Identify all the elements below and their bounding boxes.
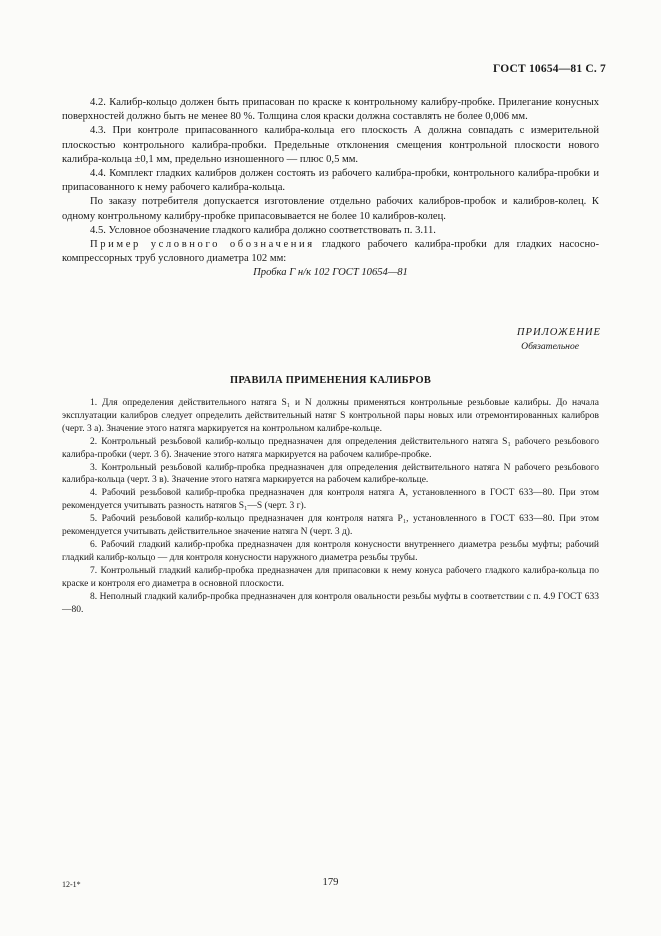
- rule-item: 5. Рабочий резьбовой калибр-кольцо предназначен для контроля натяга P₁, установленного в ГОСТ 633—80. При этом рекомендуется учитывать действительное значение натяга N (черт. 3 д).: [62, 514, 599, 538]
- example-text: гладкого рабочего калибра-пробки для гладких насосно-компрессорных труб условного диаметра 102 мм:: [62, 239, 599, 265]
- page-number: 179: [322, 877, 339, 888]
- appendix-label: ПРИЛОЖЕНИЕ: [516, 327, 601, 338]
- appendix-title: ПРАВИЛА ПРИМЕНЕНИЯ КАЛИБРОВ: [229, 375, 432, 386]
- paragraph-customer-order: По заказу потребителя допускается изготовление отдельно рабочих калибров-пробок и калибров-колец. К одному контрольному калибру-пробке припасовывается не более 10 калибров-колец.: [62, 196, 599, 222]
- rule-item: 8. Неполный гладкий калибр-пробка предназначен для контроля овальности резьбы муфты в соответствии с п. 4.9 ГОСТ 633—80.: [62, 591, 599, 615]
- rule-item: 4. Рабочий резьбовой калибр-пробка предназначен для контроля натяга A, установленного в ГОСТ 633—80. При этом рекомендуется учитывать разность натягов S₁—S (черт. 3 г).: [62, 488, 599, 512]
- paragraph-4-2: 4.2. Калибр-кольцо должен быть припасован по краске к контрольному калибру-пробке. Прилегание конусных поверхностей должно быть не менее 80 %. Толщина слоя краски должна составлять не более 0,006 мм.: [62, 97, 599, 123]
- example-label: Пример условного обозначения: [90, 239, 315, 251]
- appendix-note: Обязательное: [521, 341, 579, 352]
- paragraph-4-4: 4.4. Комплект гладких калибров должен состоять из рабочего калибра-пробки, контрольного калибра-пробки и припасованного к нему рабочего калибра-кольца.: [62, 168, 599, 194]
- print-code: 12-1*: [62, 880, 81, 889]
- rule-item: 2. Контрольный резьбовой калибр-кольцо предназначен для определения действительного натяга S₁ рабочего резьбового калибра-пробки (черт. 3 б). Значение этого натяга маркируется на рабочем калибре-пробке.: [62, 436, 599, 460]
- paragraph-4-3: 4.3. При контроле припасованного калибра-кольца его плоскость А должна совпадать с измерительной плоскостью контрольного калибра-пробки. Предельные отклонения смещения контрольной плоскости нового калибра-кольца ±0,1 мм, предельно изношенного — плюс 0,5 мм.: [62, 125, 599, 165]
- paragraph-4-5: 4.5. Условное обозначение гладкого калибра должно соответствовать п. 3.11.: [90, 224, 436, 236]
- requirements-section: [62, 96, 599, 281]
- example-formula: Пробка Г н/к 102 ГОСТ 10654—81: [253, 267, 408, 279]
- rule-item: 7. Контрольный гладкий калибр-пробка предназначен для припасовки к нему конуса рабочего гладкого калибра-кольца по краске и контроля его диаметра в основной плоскости.: [62, 565, 599, 589]
- rule-item: 3. Контрольный резьбовой калибр-пробка предназначен для определения действительного натяга N рабочего резьбового калибра-кольца (черт. 3 в). Значение этого натяга маркируется на рабочем калибре-кольце.: [62, 462, 599, 486]
- rules-section: [62, 397, 599, 616]
- rule-item: 1. Для определения действительного натяга S₁ и N должны применяться контрольные резьбовые калибры. До начала эксплуатации калибров следует определить действительный натяг S контрольной пары новых или отремонтированных калибров (черт. 3 а). Значение этого натяга маркируется на контрольном калибре-кольце.: [62, 398, 599, 434]
- rule-item: 6. Рабочий гладкий калибр-пробка предназначен для контроля конусности внутреннего диаметра резьбы муфты; рабочий гладкий калибр-кольцо — для контроля конусности наружного диаметра резьбы трубы.: [62, 539, 599, 563]
- page-header-title: ГОСТ 10654—81 С. 7: [493, 63, 606, 75]
- example-paragraph: [62, 238, 599, 266]
